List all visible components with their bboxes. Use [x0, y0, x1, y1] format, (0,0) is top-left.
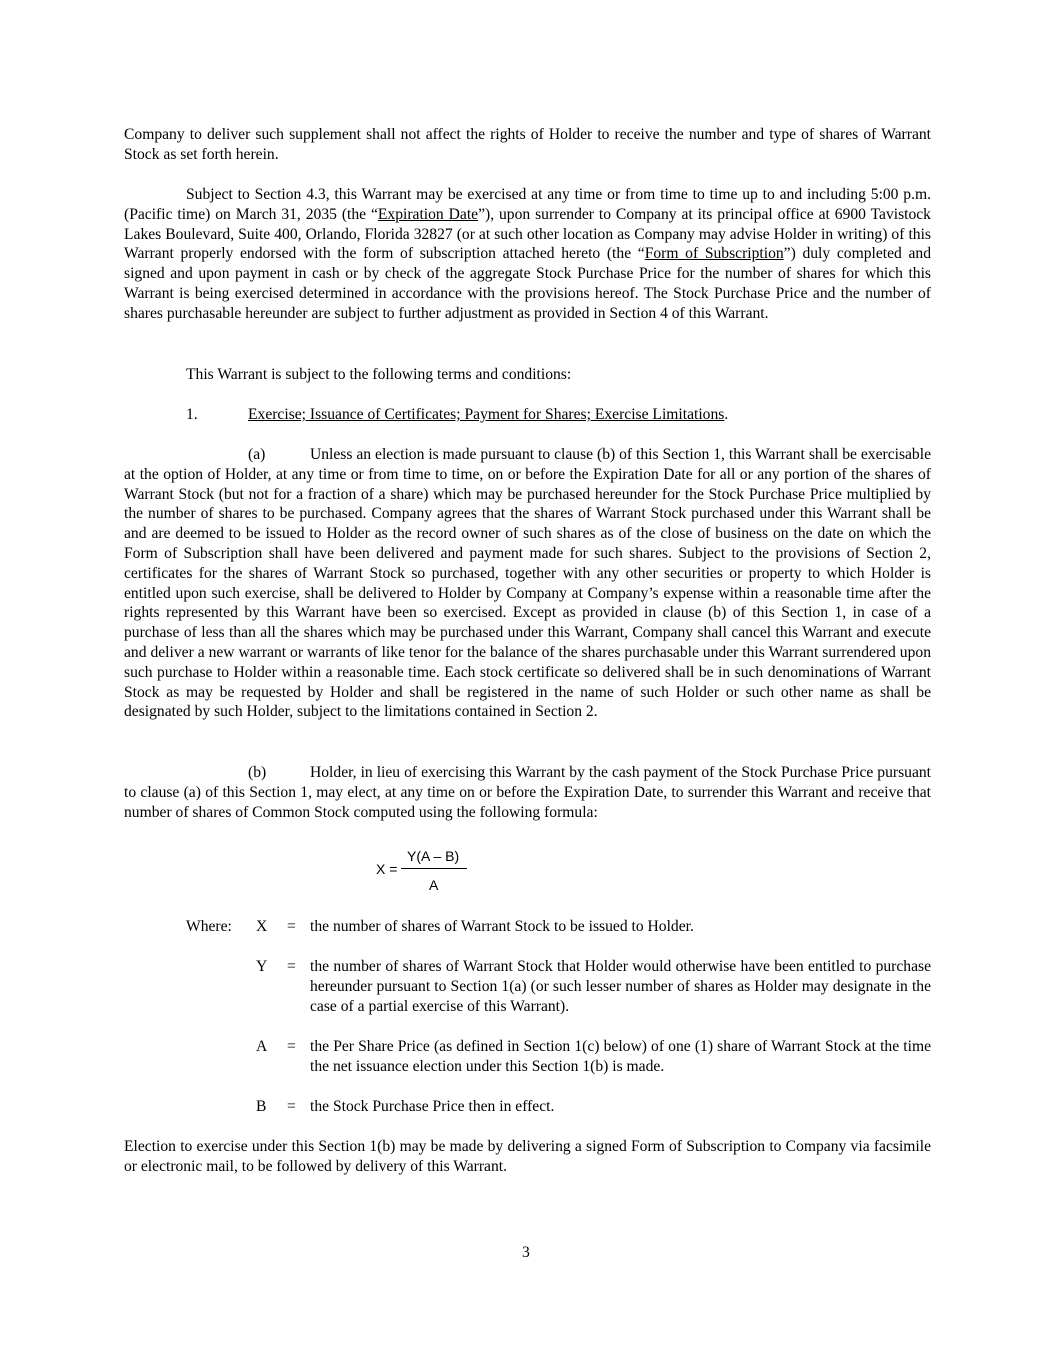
clause-a-text: Unless an election is made pursuant to clause (b) of this Section 1, this Warrant shall be exercisable at the option of Holder, at any time or from time to time, on or before the Expiration Date for all or any portion of the shares of Warrant Stock (but not for a fraction of a share) which may be purchased hereunder for the Stock Purchase Price multiplied by the number of shares to be purchased. Company agrees that the shares of Warrant Stock purchased under this Warrant shall be and are deemed to be issued to Holder as the record owner of such shares as of the close of business on the date on which the Form of Subscription shall have been delivered and payment made for such shares. Subject to the provisions of Section 2, certificates for the shares of Warrant Stock so purchased, together with any other securities or property to which Holder is entitled upon such exercise, shall be delivered to Holder by Company at Company’s expense within a reasonable time after the rights represented by this Warrant have been so exercised. Except as provided in clause (b) of this Section 1, in case of a purchase of less than all the shares which may be purchased under this Warrant, Company shall cancel this Warrant and execute and deliver a new warrant or warrants of like tenor for the balance of the shares purchasable under this Warrant surrendered upon such purchase to Holder within a reasonable time. Each stock certificate so delivered shall be in such denominations of Warrant Stock as may be requested by Holder and shall be registered in the name of such Holder or such other name as shall be designated by such Holder, subject to the limitations contained in Section 2.: [124, 446, 931, 721]
expiration-text-3: ”) duly completed and signed and upon payment in cash or by check of the aggregate Stock Purchase Price for the number of shares for which this Warrant is being exercised determined in accordance with the provisions hereof. The Stock Purchase Price and the number of shares purchasable hereunder are subject to further adjustment as provided in Section 4 of this Warrant.: [124, 245, 931, 322]
clause-a-label: (a): [248, 446, 266, 463]
definition-equals: =: [287, 918, 296, 935]
page-number: 3: [522, 1244, 530, 1261]
intro-continuation-paragraph: Company to deliver such supplement shall not affect the rights of Holder to receive the number and type of shares of Warrant Stock as set forth herein.: [124, 126, 931, 163]
formula-denominator: A: [429, 877, 439, 893]
terms-intro: This Warrant is subject to the following terms and conditions:: [186, 366, 572, 383]
formula-lhs: X =: [376, 861, 398, 877]
definition-text: the number of shares of Warrant Stock that Holder would otherwise have been entitled to purchase hereunder pursuant to Section 1(a) (or such lesser number of shares as Holder may designate in the case of a partial exercise of this Warrant).: [310, 958, 931, 1015]
clause-b-label: (b): [248, 764, 267, 781]
fraction-bar: [401, 868, 467, 869]
definition-var: B: [256, 1098, 267, 1115]
definition-equals: =: [287, 1098, 296, 1115]
section-1-number: 1.: [186, 406, 198, 423]
closing-paragraph: Election to exercise under this Section 1(b) may be made by delivering a signed Form of Subscription to Company via facsimile or electronic mail, to be followed by delivery of this Warrant.: [124, 1138, 931, 1175]
definition-text: the Stock Purchase Price then in effect.: [310, 1098, 555, 1115]
form-of-subscription-term: Form of Subscription: [644, 245, 784, 263]
clause-a-paragraph: [124, 445, 931, 722]
section-1-heading-text: Exercise; Issuance of Certificates; Payment for Shares; Exercise Limitations: [248, 406, 725, 423]
definition-var: A: [256, 1038, 268, 1055]
definition-text: the number of shares of Warrant Stock to be issued to Holder.: [310, 918, 694, 935]
expiration-text-1: Subject to Section 4.3, this Warrant may be exercised at any time or from time to time up to and including 5:00 p.m. (Pacific time) on March 31, 2035 (the “: [124, 186, 931, 223]
expiration-text-2: ”), upon surrender to Company at its principal office at 6900 Tavistock Lakes Boulevard, Suite 400, Orlando, Florida 32827 (or at such other location as Company may advise Holder in writing) of this Warrant properly endorsed with the form of subscription attached hereto (the “: [124, 205, 931, 263]
formula-numerator: Y(A – B): [407, 848, 460, 864]
section-1-heading: [248, 405, 728, 425]
clause-b-paragraph: [124, 763, 931, 822]
clause-b-text: Holder, in lieu of exercising this Warrant by the cash payment of the Stock Purchase Price pursuant to clause (a) of this Section 1, may elect, at any time on or before the Expiration Date, to surrender this Warrant and receive that number of shares of Common Stock computed using the following formula:: [124, 764, 931, 821]
section-1-heading-period: .: [724, 406, 729, 423]
definition-equals: =: [287, 1038, 296, 1055]
expiration-date-term: Expiration Date: [377, 205, 479, 223]
definition-var: Y: [256, 958, 268, 975]
definition-equals: =: [287, 958, 296, 975]
where-label: Where:: [186, 918, 232, 935]
definition-text: the Per Share Price (as defined in Section 1(c) below) of one (1) share of Warrant Stock at the time the net issuance election under this Section 1(b) is made.: [310, 1038, 931, 1075]
expiration-paragraph: [124, 185, 931, 324]
definition-var: X: [256, 918, 268, 935]
